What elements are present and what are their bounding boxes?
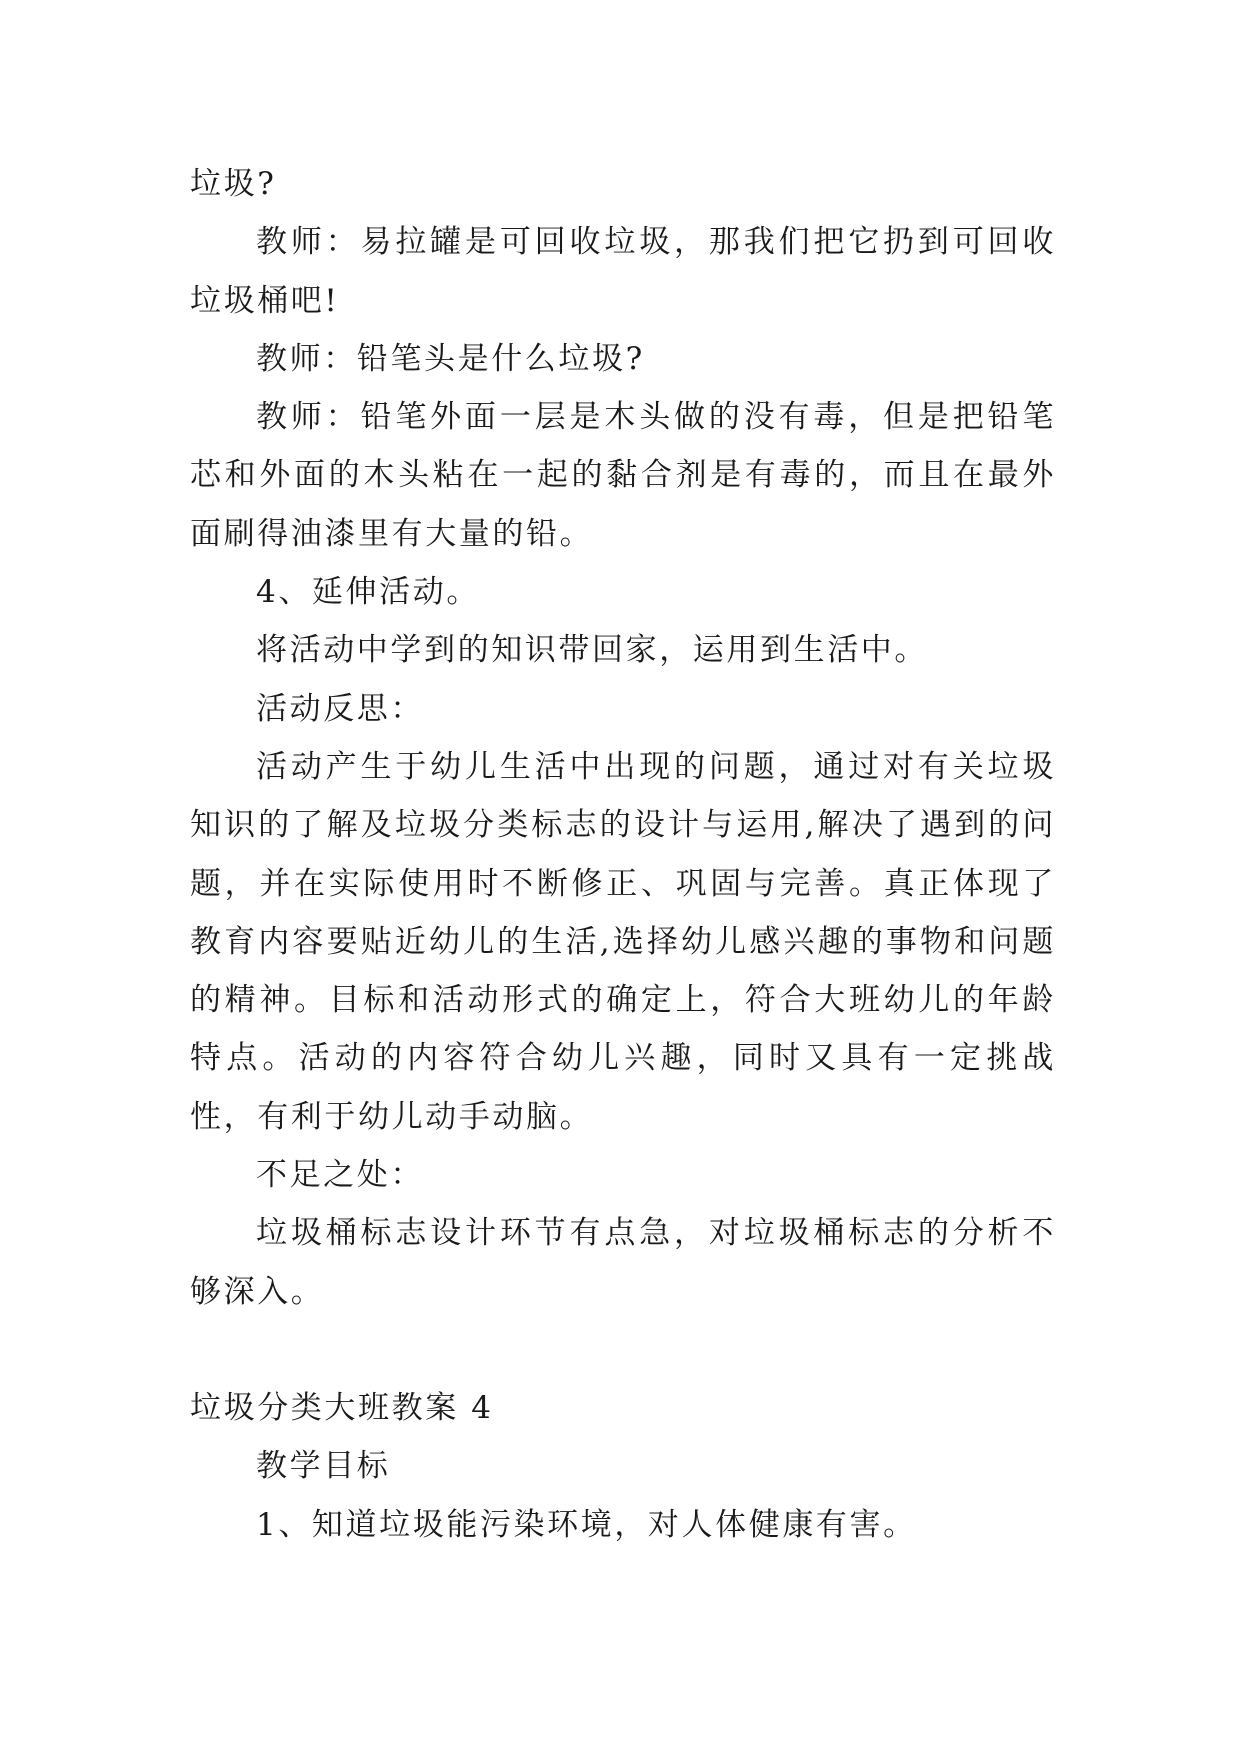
paragraph-objective-1: 1、知道垃圾能污染环境，对人体健康有害。 [256, 1506, 917, 1543]
paragraph-reflection-body: 活动产生于幼儿生活中出现的问题，通过对有关垃圾知识的了解及垃圾分类标志的设计与运用,解决了遇到的问题，并在实际使用时不断修正、巩固与完善。真正体现了教育内容要贴近幼儿的生活,选择幼儿感兴趣的事物和问题的精神。目标和活动形式的确定上，符合大班幼儿的年龄特点。活动的内容符合幼儿兴趣，同时又具有一定挑战性，有利于幼儿动手动脑。 [190, 748, 1056, 1135]
section-title: 垃圾分类大班教案 4 [190, 1389, 494, 1426]
paragraph-shortcomings-body: 垃圾桶标志设计环节有点急，对垃圾桶标志的分析不够深入。 [190, 1215, 1056, 1310]
paragraph-teacher-pencil-question: 教师：铅笔头是什么垃圾? [256, 340, 645, 377]
paragraph-extension-heading: 4、延伸活动。 [256, 574, 480, 611]
paragraph-teacher-can: 教师：易拉罐是可回收垃圾，那我们把它扔到可回收垃圾桶吧! [190, 224, 1056, 319]
paragraph-objectives-heading: 教学目标 [256, 1448, 391, 1485]
document-body [190, 155, 1056, 1554]
paragraph-reflection-heading: 活动反思： [256, 690, 424, 727]
paragraph-teacher-pencil-answer: 教师：铅笔外面一层是木头做的没有毒，但是把铅笔芯和外面的木头粘在一起的黏合剂是有毒的，而且在最外面刷得油漆里有大量的铅。 [190, 399, 1056, 552]
paragraph-shortcomings-heading: 不足之处： [256, 1157, 424, 1194]
paragraph-extension-body: 将活动中学到的知识带回家，运用到生活中。 [256, 632, 928, 669]
paragraph-continuation: 垃圾? [190, 166, 277, 202]
